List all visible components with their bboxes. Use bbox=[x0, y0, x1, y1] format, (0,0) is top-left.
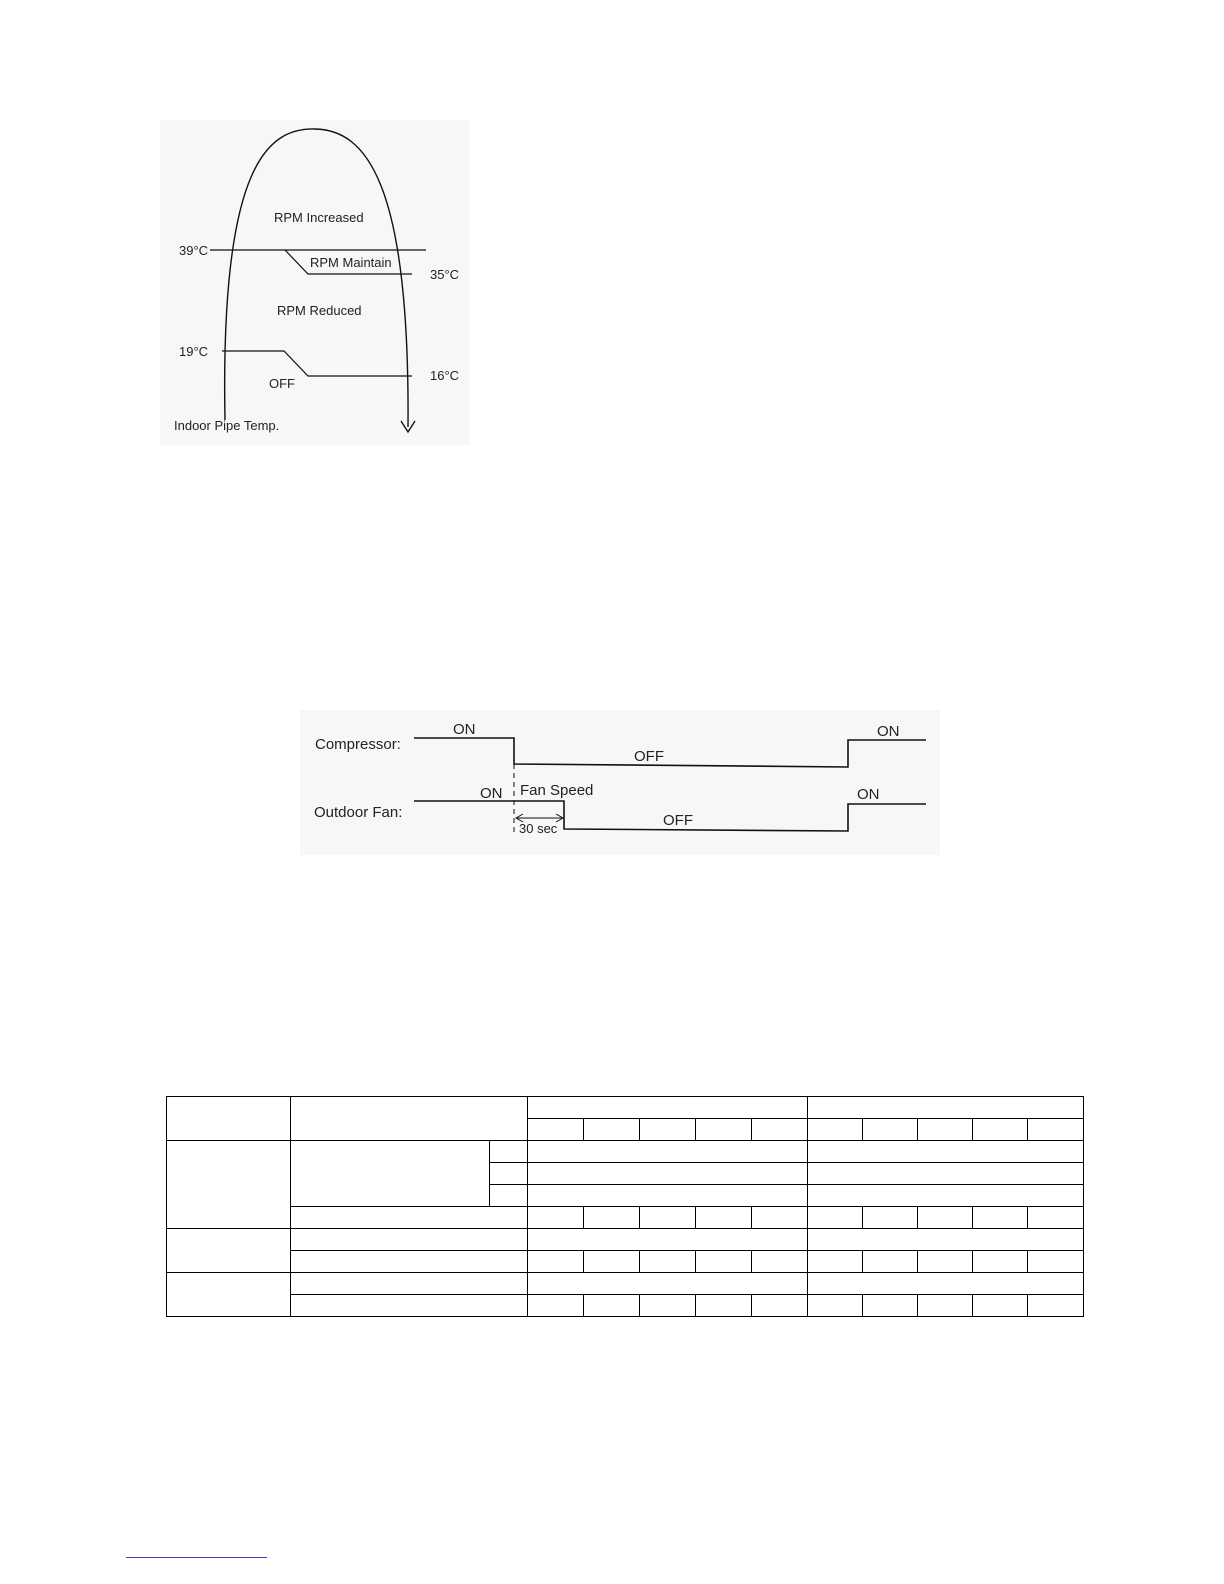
delay-label: 30 sec bbox=[519, 821, 558, 836]
table-cell bbox=[752, 1251, 808, 1273]
table-cell bbox=[863, 1295, 918, 1317]
table-cell bbox=[918, 1251, 973, 1273]
table-cell bbox=[167, 1229, 291, 1273]
table-cell bbox=[640, 1207, 696, 1229]
table-row bbox=[167, 1141, 1084, 1163]
rpm-maintain-label: RPM Maintain bbox=[310, 255, 392, 270]
timing-svg bbox=[300, 710, 940, 855]
compressor-on-end: ON bbox=[877, 723, 900, 740]
table-cell bbox=[167, 1141, 291, 1229]
spec-table bbox=[166, 1096, 1084, 1317]
table-cell bbox=[808, 1141, 1084, 1163]
compressor-off: OFF bbox=[634, 748, 664, 765]
off-zone-label: OFF bbox=[269, 376, 295, 391]
fan-speed-label: Fan Speed bbox=[520, 782, 594, 799]
table-cell bbox=[291, 1207, 528, 1229]
table-row bbox=[167, 1251, 1084, 1273]
temp-39c-label: 39°C bbox=[179, 243, 209, 258]
table-cell bbox=[752, 1295, 808, 1317]
table-cell bbox=[863, 1207, 918, 1229]
table-cell bbox=[918, 1207, 973, 1229]
table-cell bbox=[640, 1295, 696, 1317]
table-cell bbox=[528, 1295, 584, 1317]
temp-19c-label: 19°C bbox=[179, 344, 209, 359]
table-cell bbox=[973, 1119, 1028, 1141]
table-cell bbox=[1028, 1251, 1084, 1273]
indoor-pipe-temp-svg bbox=[160, 120, 470, 445]
table-cell bbox=[696, 1251, 752, 1273]
table-cell bbox=[291, 1273, 528, 1295]
table-cell bbox=[528, 1251, 584, 1273]
table-cell bbox=[808, 1119, 863, 1141]
table-cell bbox=[584, 1295, 640, 1317]
compressor-fan-timing-diagram bbox=[300, 710, 940, 855]
table-cell bbox=[808, 1097, 1084, 1119]
table-row bbox=[167, 1207, 1084, 1229]
table-cell bbox=[752, 1207, 808, 1229]
rpm-increased-label: RPM Increased bbox=[274, 210, 364, 225]
indoor-pipe-temp-diagram bbox=[160, 120, 470, 445]
temperature-curve bbox=[225, 129, 408, 427]
table-row bbox=[167, 1097, 1084, 1119]
table-cell bbox=[291, 1097, 528, 1141]
outdoor-fan-label: Outdoor Fan: bbox=[314, 804, 403, 821]
table-cell bbox=[973, 1251, 1028, 1273]
table-cell bbox=[291, 1141, 490, 1207]
rpm-reduced-label: RPM Reduced bbox=[277, 303, 362, 318]
table-cell bbox=[528, 1097, 808, 1119]
temp-35c-label: 35°C bbox=[430, 267, 460, 282]
table-cell bbox=[808, 1295, 863, 1317]
table-cell bbox=[528, 1141, 808, 1163]
compressor-on-start: ON bbox=[453, 721, 476, 738]
table-row bbox=[167, 1273, 1084, 1295]
table-cell bbox=[696, 1295, 752, 1317]
table-cell bbox=[167, 1273, 291, 1317]
table-cell bbox=[584, 1119, 640, 1141]
table-cell bbox=[291, 1251, 528, 1273]
footer-link-underline[interactable] bbox=[126, 1557, 267, 1558]
compressor-waveform bbox=[414, 738, 926, 767]
table-cell bbox=[696, 1119, 752, 1141]
table-cell bbox=[528, 1229, 808, 1251]
table-cell bbox=[490, 1185, 528, 1207]
table-cell bbox=[808, 1251, 863, 1273]
fan-off: OFF bbox=[663, 812, 693, 829]
table-cell bbox=[1028, 1295, 1084, 1317]
table-cell bbox=[808, 1185, 1084, 1207]
fan-on-start: ON bbox=[480, 785, 503, 802]
table-cell bbox=[918, 1295, 973, 1317]
table-row bbox=[167, 1229, 1084, 1251]
table-cell bbox=[808, 1207, 863, 1229]
table-cell bbox=[808, 1229, 1084, 1251]
table-cell bbox=[640, 1251, 696, 1273]
table-cell bbox=[808, 1163, 1084, 1185]
table-cell bbox=[918, 1119, 973, 1141]
table-cell bbox=[528, 1163, 808, 1185]
table-cell bbox=[528, 1207, 584, 1229]
table-cell bbox=[528, 1273, 808, 1295]
table-cell bbox=[1028, 1207, 1084, 1229]
table-cell bbox=[291, 1229, 528, 1251]
table-cell bbox=[863, 1251, 918, 1273]
table-row bbox=[167, 1295, 1084, 1317]
table-cell bbox=[490, 1141, 528, 1163]
fan-on-end: ON bbox=[857, 786, 880, 803]
table-cell bbox=[752, 1119, 808, 1141]
table-cell bbox=[1028, 1119, 1084, 1141]
temp-16c-label: 16°C bbox=[430, 368, 460, 383]
table-cell bbox=[808, 1273, 1084, 1295]
table-cell bbox=[291, 1295, 528, 1317]
table-cell bbox=[696, 1207, 752, 1229]
compressor-label: Compressor: bbox=[315, 736, 401, 753]
table-cell bbox=[973, 1295, 1028, 1317]
table-cell bbox=[863, 1119, 918, 1141]
table-cell bbox=[640, 1119, 696, 1141]
table-cell bbox=[584, 1251, 640, 1273]
table-cell bbox=[528, 1119, 584, 1141]
table-cell bbox=[167, 1097, 291, 1141]
table-cell bbox=[528, 1185, 808, 1207]
table-cell bbox=[973, 1207, 1028, 1229]
table-cell bbox=[490, 1163, 528, 1185]
table-cell bbox=[584, 1207, 640, 1229]
threshold-19c-16c-line bbox=[222, 351, 412, 376]
axis-label: Indoor Pipe Temp. bbox=[174, 418, 280, 433]
